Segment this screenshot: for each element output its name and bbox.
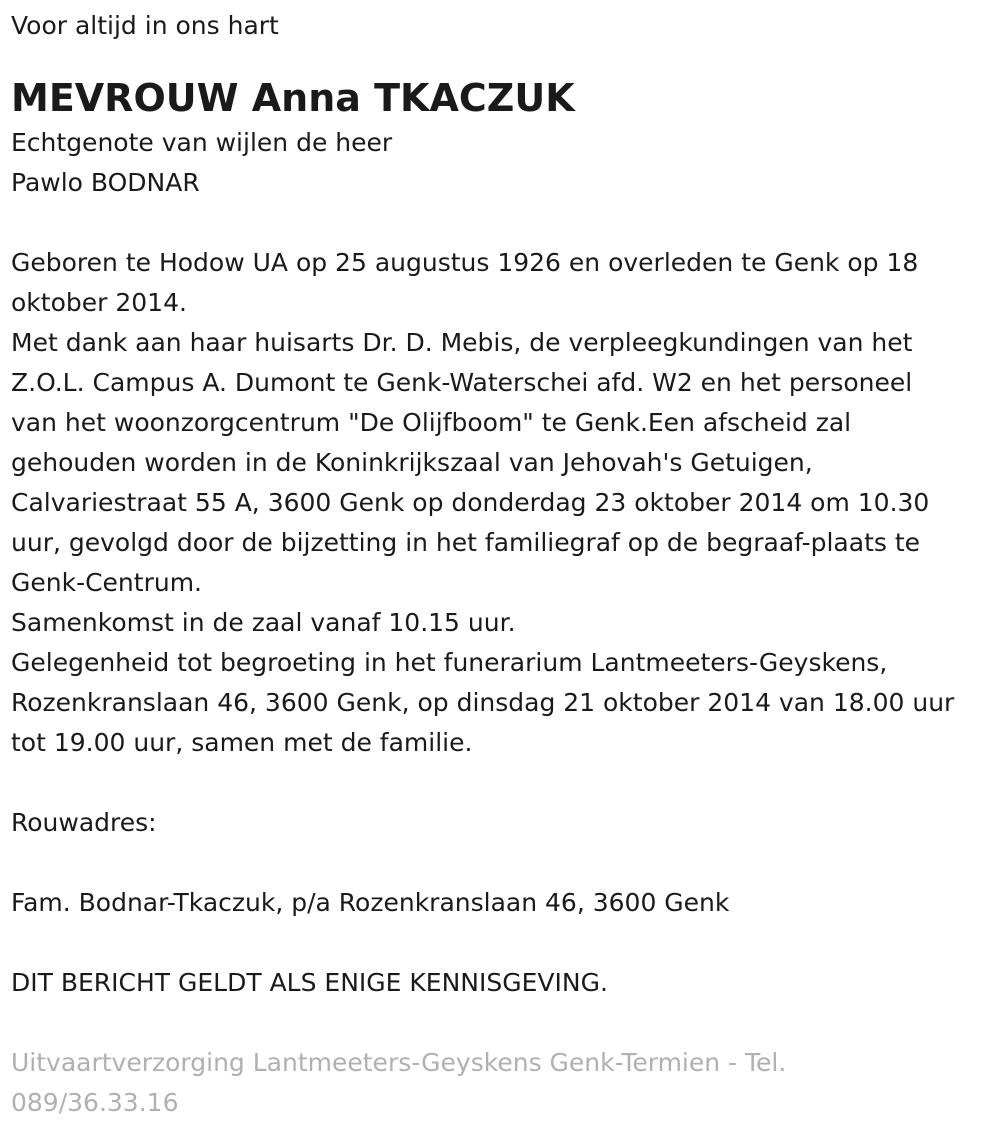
address-label: Rouwadres: <box>11 808 157 837</box>
thanks-line: uur, gevolgd door de bijzetting in het familiegraf op de begraaf-plaats te <box>11 528 921 557</box>
relation-line-1: Echtgenote van wijlen de heer <box>11 128 393 157</box>
notice: DIT BERICHT GELDT ALS ENIGE KENNISGEVING. <box>11 968 608 997</box>
birth-death-line-cont: oktober 2014. <box>11 288 187 317</box>
spacer <box>11 923 988 963</box>
footer-line-1: Uitvaartverzorging Lantmeeters-Geyskens Genk-Termien - Tel. <box>11 1048 787 1077</box>
thanks-line: Z.O.L. Campus A. Dumont te Genk-Waterschei afd. W2 en het personeel <box>11 368 913 397</box>
thanks-line: van het woonzorgcentrum "De Olijfboom" te Genk.Een afscheid zal <box>11 408 852 437</box>
thanks-line: Genk-Centrum. <box>11 568 203 597</box>
thanks-line: gehouden worden in de Koninkrijkszaal van Jehovah's Getuigen, <box>11 448 813 477</box>
spacer <box>11 763 988 803</box>
thanks-line: Calvariestraat 55 A, 3600 Genk op donderdag 23 oktober 2014 om 10.30 <box>11 488 930 517</box>
tagline: Voor altijd in ons hart <box>11 11 279 40</box>
announcement-body <box>11 243 988 763</box>
relation-line-2: Pawlo BODNAR <box>11 168 200 197</box>
address-value: Fam. Bodnar-Tkaczuk, p/a Rozenkranslaan 46, 3600 Genk <box>11 888 730 917</box>
thanks-line: Met dank aan haar huisarts Dr. D. Mebis, de verpleegkundingen van het <box>11 328 913 357</box>
birth-death-line: Geboren te Hodow UA op 25 augustus 1926 en overleden te Genk op 18 <box>11 248 919 277</box>
visitation-line: tot 19.00 uur, samen met de familie. <box>11 728 473 757</box>
spacer <box>11 203 988 243</box>
deceased-name: MEVROUW Anna TKACZUK <box>11 76 575 120</box>
visitation-line: Rozenkranslaan 46, 3600 Genk, op dinsdag 21 oktober 2014 van 18.00 uur <box>11 688 955 717</box>
spacer <box>11 843 988 883</box>
gathering-line: Samenkomst in de zaal vanaf 10.15 uur. <box>11 608 516 637</box>
spacer <box>11 1003 988 1043</box>
footer-line-2: 089/36.33.16 <box>11 1088 179 1117</box>
visitation-line: Gelegenheid tot begroeting in het funerarium Lantmeeters-Geyskens, <box>11 648 888 677</box>
